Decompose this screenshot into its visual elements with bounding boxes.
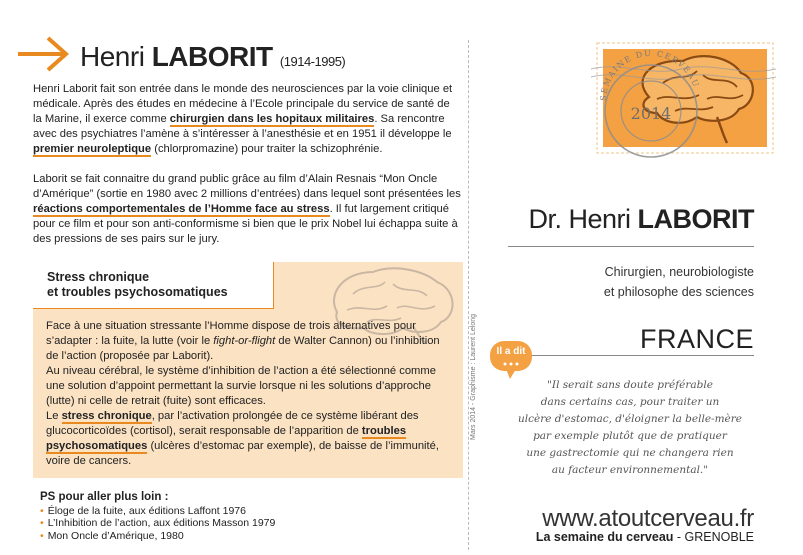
arrow-icon (18, 36, 72, 72)
text: Le (46, 410, 62, 422)
vertical-divider (468, 40, 469, 550)
highlight: troubles psychosomatiques (46, 425, 407, 452)
bio-paragraph-2 (33, 172, 461, 247)
bullet-icon: • (40, 517, 44, 529)
name-first: Dr. Henri (528, 204, 631, 234)
bio-paragraph-1 (33, 82, 461, 157)
card-name (514, 204, 754, 235)
quote-line: "Il serait sans doute préférable (547, 379, 713, 391)
highlight: stress chronique (61, 410, 152, 422)
stress-box-text (46, 319, 454, 469)
italic-term: fight-or-flight (213, 335, 276, 347)
text: Face à une situation stressante l’Homme dispose de trois alternatives pour s’adapter : la fuite, la lutte (voir le (46, 320, 416, 347)
title-line: Stress chronique (47, 270, 150, 284)
quote-bubble (490, 341, 532, 371)
stamp (591, 39, 776, 158)
quote-line: par exemple plutôt que de pratiquer (533, 430, 727, 442)
highlight: réactions comportementales de l’Homme face au stress (33, 203, 330, 215)
rule (508, 246, 754, 247)
bullet-icon: • (40, 529, 44, 542)
bubble-label: Il a dit (496, 346, 526, 357)
text: Henri Laborit fait son entrée dans le monde des neurosciences par la voie clinique et médicale. Après des études en médecine à l’Ecole principale du service de santé de la Marine, il exerce comme (33, 83, 453, 125)
bullet-icon: • (40, 504, 44, 517)
life-dates: (1914-1995) (279, 54, 346, 69)
ps-item-text: Mon Oncle d’Amérique, 1980 (47, 529, 184, 542)
stress-paragraph-1 (46, 319, 454, 364)
ps-item-text: Éloge de la fuite, aux éditions Laffont 1976 (47, 504, 246, 517)
postmark-year: 2014 (630, 104, 672, 123)
name-last: LABORIT (637, 204, 754, 234)
stress-box-title (47, 270, 228, 300)
stress-paragraph-3 (46, 409, 454, 469)
stress-box (33, 262, 463, 478)
ps-section (40, 491, 460, 542)
ps-list-item (40, 517, 460, 530)
highlight: premier neuroleptique (33, 143, 152, 155)
role-line: et philosophe des sciences (603, 285, 754, 299)
quote-line: au facteur environnemental." (551, 464, 709, 476)
stress-box-header (33, 262, 274, 309)
card-role (514, 262, 754, 302)
ps-list-item (40, 530, 460, 543)
ps-list-item (40, 505, 460, 518)
ps-title: PS pour aller plus loin : (40, 491, 169, 503)
quote-line: dans certains cas, pour traiter un (540, 396, 720, 408)
first-name: Henri (80, 41, 145, 72)
text: (ulcères d’estomac par exemple), de baisse de l’immunité, voire de cancers. (46, 440, 439, 467)
text: (chlorpromazine) pour traiter la schizophrénie. (151, 143, 383, 155)
last-name: LABORIT (151, 41, 273, 72)
credit-text: Mars 2014 - Graphisme : Laurent Lelong (470, 313, 477, 440)
quote-line: une gastrectomie qui ne changera rien (526, 447, 734, 459)
highlight: chirurgien dans les hopitaux militaires (169, 113, 375, 125)
role-line: Chirurgien, neurobiologiste (604, 265, 754, 279)
website-url[interactable]: www.atoutcerveau.fr (542, 505, 754, 532)
title-line: et troubles psychosomatiques (47, 285, 228, 299)
text: . Sa rencontre avec des psychiatres l’amène à s’intéresser à l’anesthésie et en 1951 il développe le (33, 113, 452, 140)
tagline-city: - GRENOBLE (673, 530, 754, 544)
stress-paragraph-2: Au niveau cérébral, le système d’inhibition de l’action a été sélectionné comme une solution d’appoint permettant la survie lorsque ni les solutions d’approche (lutte) ni celle de retrait (fuite) sont efficaces. (46, 365, 436, 407)
country: FRANCE (639, 324, 754, 354)
rule (496, 355, 754, 356)
tagline-bold: La semaine du cerveau (535, 530, 674, 544)
postmark-label: SEMAINE DU CERVEAU (598, 48, 701, 102)
text: Laborit se fait connaitre du grand public grâce au film d’Alain Resnais “Mon Oncle d’Amérique” (sortie en 1980 avec 2 millions d’entrées) dans lequel sont présentées les (33, 173, 461, 200)
footer-tagline (490, 530, 754, 544)
text: de Walter Cannon) ou l’inhibition de l’action (proposée par Laborit). (46, 335, 440, 362)
quote-line: ulcère d'estomac, d'éloigner la belle-mère (518, 413, 742, 425)
text: , par l’activation prolongée de ce système libérant des glucocorticoïdes (cortisol), serait responsable de l’apparition de (46, 410, 419, 437)
page-title (80, 41, 345, 73)
text: . Il fut largement critiqué pour ce film et pour son anti-conformisme si bien que le prix Nobel lui échappa suite à des pressions de ses pairs sur le jury. (33, 203, 458, 245)
quote-text (500, 377, 760, 479)
stamp-graphic (591, 39, 776, 158)
ps-item-text: L’Inhibition de l’action, aux éditions Masson 1979 (47, 517, 276, 529)
